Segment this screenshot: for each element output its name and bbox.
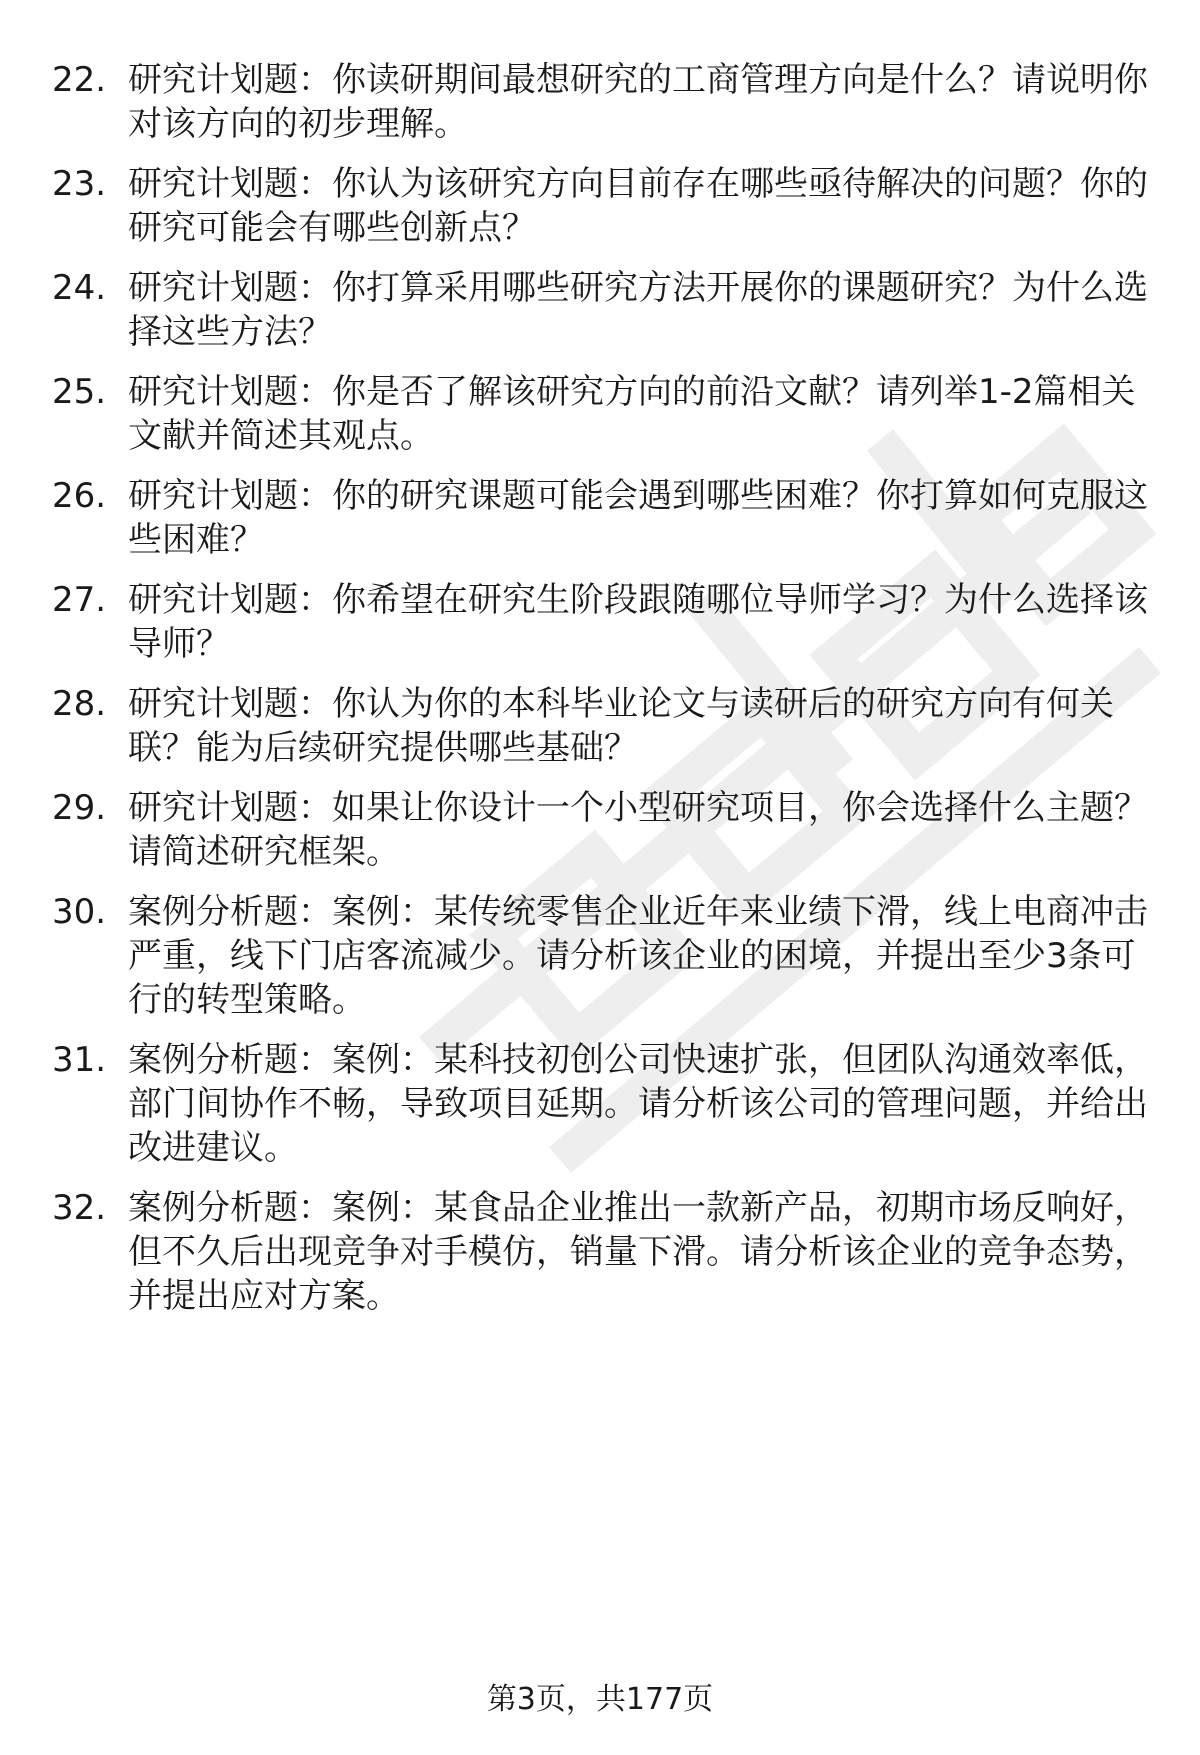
question-item [52,786,1162,874]
question-text: 案例分析题：案例：某食品企业推出一款新产品，初期市场反响好，但不久后出现竞争对手模仿，销量下滑。请分析该企业的竞争态势，并提出应对方案。 [128,1188,1148,1316]
question-text: 研究计划题：你认为你的本科毕业论文与读研后的研究方向有何关联？能为后续研究提供哪些基础？ [128,684,1114,768]
question-number: 29. [52,788,107,828]
question-text: 案例分析题：案例：某传统零售企业近年来业绩下滑，线上电商冲击严重，线下门店客流减少。请分析该企业的困境，并提出至少3条可行的转型策略。 [128,892,1148,1020]
question-item [52,162,1162,250]
question-text: 研究计划题：你认为该研究方向目前存在哪些亟待解决的问题？你的研究可能会有哪些创新点？ [128,164,1148,248]
question-item [52,1186,1162,1318]
question-text: 案例分析题：案例：某科技初创公司快速扩张，但团队沟通效率低，部门间协作不畅，导致项目延期。请分析该公司的管理问题，并给出改进建议。 [128,1040,1148,1168]
question-item [52,58,1162,146]
question-list [52,58,1162,1318]
question-text: 研究计划题：如果让你设计一个小型研究项目，你会选择什么主题？请简述研究框架。 [128,788,1148,872]
question-item [52,266,1162,354]
question-item [52,890,1162,1022]
question-number: 32. [52,1188,107,1228]
question-number: 22. [52,60,107,100]
question-number: 30. [52,892,107,932]
question-item [52,474,1162,562]
question-item [52,682,1162,770]
question-number: 28. [52,684,107,724]
question-item [52,370,1162,458]
question-item [52,1038,1162,1170]
question-text: 研究计划题：你希望在研究生阶段跟随哪位导师学习？为什么选择该导师？ [128,580,1148,664]
question-number: 27. [52,580,107,620]
question-text: 研究计划题：你读研期间最想研究的工商管理方向是什么？请说明你对该方向的初步理解。 [128,60,1148,144]
question-number: 24. [52,268,107,308]
question-item [52,578,1162,666]
question-number: 31. [52,1040,107,1080]
question-text: 研究计划题：你打算采用哪些研究方法开展你的课题研究？为什么选择这些方法？ [128,268,1148,352]
question-number: 26. [52,476,107,516]
question-number: 23. [52,164,107,204]
question-number: 25. [52,372,107,412]
question-text: 研究计划题：你是否了解该研究方向的前沿文献？请列举1-2篇相关文献并简述其观点。 [128,372,1136,456]
page-footer: 第3页，共177页 [486,1682,714,1717]
question-text: 研究计划题：你的研究课题可能会遇到哪些困难？你打算如何克服这些困难？ [128,476,1148,560]
